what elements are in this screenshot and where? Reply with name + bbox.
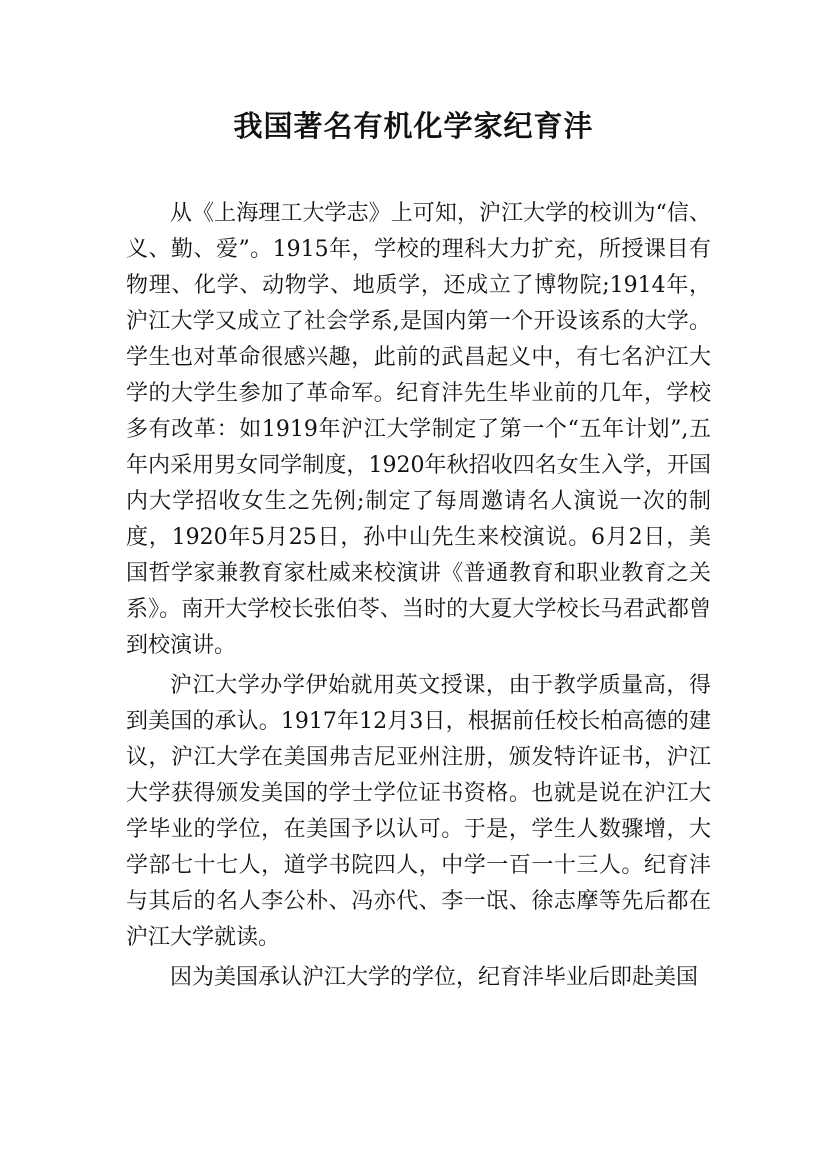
paragraph-3: 因为美国承认沪江大学的学位，纪育沣毕业后即赴美国 [170, 965, 699, 990]
document-title: 我国著名有机化学家纪育沣 [233, 109, 594, 143]
paragraph-2: 沪江大学办学伊始就用英文授课，由于教学质量高，得到美国的承认。1917年12月3日，根据前任校长柏高德的建议，沪江大学在美国弗吉尼亚州注册，颁发特许证书，沪江大学获得颁发美国的学士学位证书资格。也就是说在沪江大学毕业的学位，在美国予以认可。于是，学生人数骤增，大学部七十七人，道学书院四人，中学一百一十三人。纪育沣与其后的名人李公朴、冯亦代、李一氓、徐志摩等先后都在沪江大学就读。 [126, 673, 711, 950]
document-body [126, 196, 711, 1000]
paragraph-1: 从《上海理工大学志》上可知，沪江大学的校训为“信、义、勤、爱”。1915年，学校的理科大力扩充，所授课目有物理、化学、动物学、地质学，还成立了博物院;1914年，沪江大学又成立了社会学系,是国内第一个开设该系的大学。学生也对革命很感兴趣，此前的武昌起义中，有七名沪江大学的大学生参加了革命军。纪育沣先生毕业前的几年，学校多有改革：如1919年沪江大学制定了第一个“五年计划”,五年内采用男女同学制度，1920年秋招收四名女生入学，开国内大学招收女生之先例;制定了每周邀请名人演说一次的制度，1920年5月25日，孙中山先生来校演说。6月2日，美国哲学家兼教育家杜威来校演讲《普通教育和职业教育之关系》。南开大学校长张伯苓、当时的大夏大学校长马君武都曾到校演讲。 [126, 201, 711, 658]
